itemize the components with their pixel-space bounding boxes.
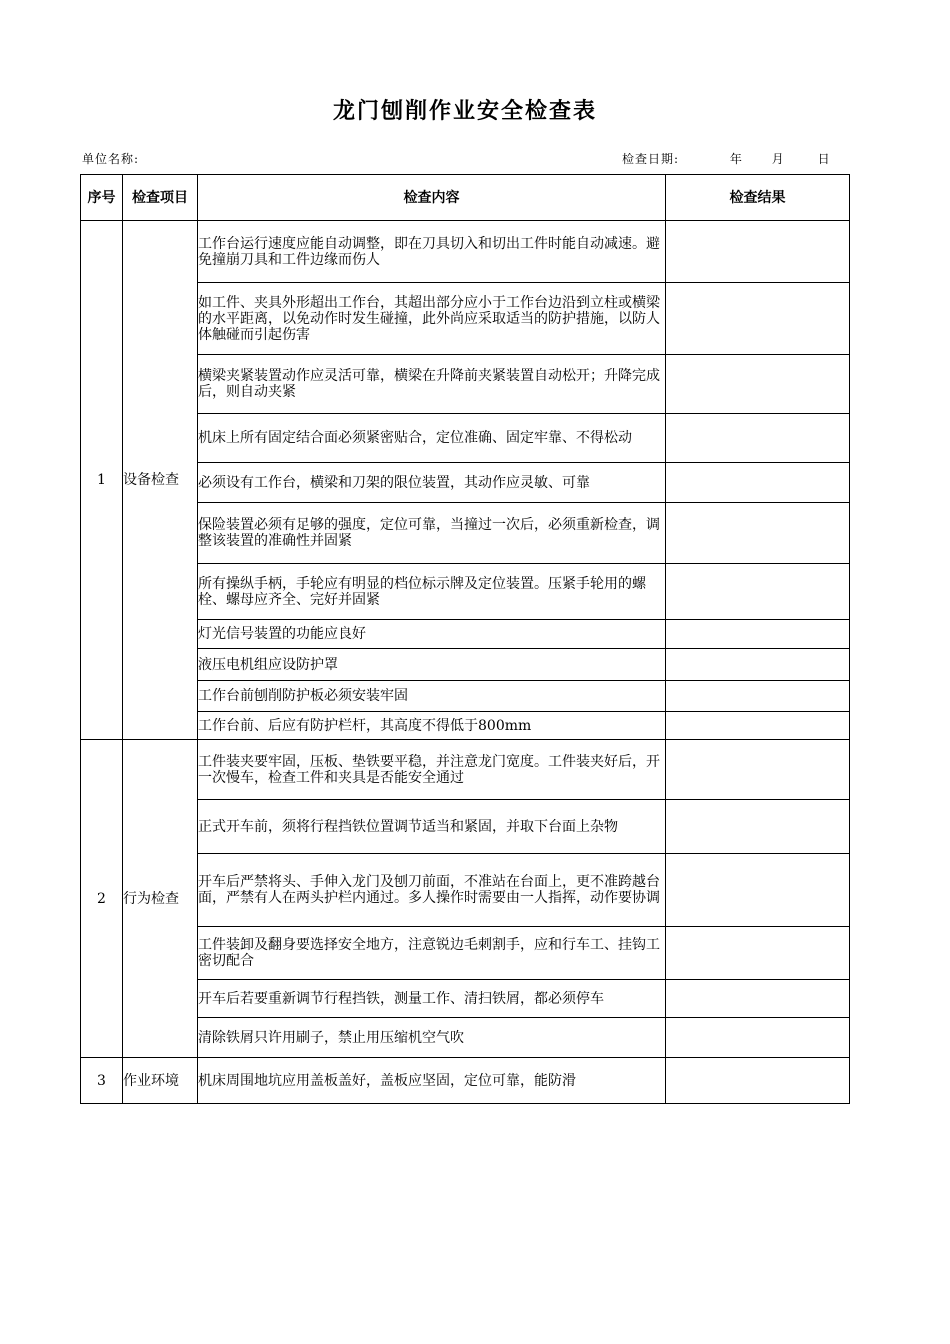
check-content: 如工件、夹具外形超出工作台，其超出部分应小于工作台边沿到立柱或横梁的水平距离，以免动作时发生碰撞，此外尚应采取适当的防护措施，以防人体触碰而引起伤害 [198, 283, 666, 355]
check-content: 工件装夹要牢固，压板、垫铁要平稳，并注意龙门宽度。工件装夹好后，开一次慢车，检查工件和夹具是否能安全通过 [198, 740, 666, 800]
check-content: 工作台运行速度应能自动调整，即在刀具切入和切出工件时能自动减速。避免撞崩刀具和工件边缘而伤人 [198, 221, 666, 283]
check-content: 灯光信号装置的功能应良好 [198, 620, 666, 649]
check-result-cell[interactable] [666, 283, 850, 355]
check-result-cell[interactable] [666, 463, 850, 503]
check-result-cell[interactable] [666, 927, 850, 980]
check-result-cell[interactable] [666, 681, 850, 712]
check-result-cell[interactable] [666, 414, 850, 463]
date-day-label: 日 [817, 152, 831, 166]
check-result-cell[interactable] [666, 854, 850, 927]
section-item: 设备检查 [123, 221, 198, 740]
check-content: 工件装卸及翻身要选择安全地方，注意锐边毛刺割手，应和行车工、挂钩工密切配合 [198, 927, 666, 980]
date-year-label: 年 [729, 152, 743, 166]
date-month-label: 月 [771, 152, 785, 166]
section-item: 行为检查 [123, 740, 198, 1058]
table-row [81, 221, 850, 283]
check-content: 开车后若要重新调节行程挡铁，测量工作、清扫铁屑，都必须停车 [198, 980, 666, 1018]
check-content: 正式开车前，须将行程挡铁位置调节适当和紧固，并取下台面上杂物 [198, 800, 666, 854]
inspection-date [622, 150, 831, 167]
check-content: 开车后严禁将头、手伸入龙门及刨刀前面，不准站在台面上，更不准跨越台面，严禁有人在两头护栏内通过。多人操作时需要由一人指挥，动作要协调 [198, 854, 666, 927]
check-content: 清除铁屑只许用刷子，禁止用压缩机空气吹 [198, 1018, 666, 1058]
section-seq: 2 [81, 740, 123, 1058]
section-item: 作业环境 [123, 1058, 198, 1104]
header-item: 检查项目 [123, 175, 198, 221]
check-result-cell[interactable] [666, 712, 850, 740]
check-result-cell[interactable] [666, 503, 850, 564]
check-content: 必须设有工作台，横梁和刀架的限位装置，其动作应灵敏、可靠 [198, 463, 666, 503]
check-content: 工作台前、后应有防护栏杆，其高度不得低于800mm [198, 712, 666, 740]
check-content: 机床周围地坑应用盖板盖好，盖板应坚固，定位可靠，能防滑 [198, 1058, 666, 1104]
check-content: 机床上所有固定结合面必须紧密贴合，定位准确、固定牢靠、不得松动 [198, 414, 666, 463]
section-seq: 3 [81, 1058, 123, 1104]
check-result-cell[interactable] [666, 980, 850, 1018]
check-content: 液压电机组应设防护罩 [198, 649, 666, 681]
section-seq: 1 [81, 221, 123, 740]
check-result-cell[interactable] [666, 649, 850, 681]
check-result-cell[interactable] [666, 1058, 850, 1104]
table-row [81, 1058, 850, 1104]
check-content: 工作台前刨削防护板必须安装牢固 [198, 681, 666, 712]
check-result-cell[interactable] [666, 564, 850, 620]
check-result-cell[interactable] [666, 620, 850, 649]
header-seq: 序号 [81, 175, 123, 221]
check-result-cell[interactable] [666, 740, 850, 800]
header-content: 检查内容 [198, 175, 666, 221]
check-result-cell[interactable] [666, 355, 850, 414]
check-result-cell[interactable] [666, 800, 850, 854]
page-title: 龙门刨削作业安全检查表 [332, 99, 597, 124]
check-result-cell[interactable] [666, 1018, 850, 1058]
check-content: 所有操纵手柄，手轮应有明显的档位标示牌及定位装置。压紧手轮用的螺栓、螺母应齐全、完好并固紧 [198, 564, 666, 620]
check-content: 横梁夹紧装置动作应灵活可靠，横梁在升降前夹紧装置自动松开；升降完成后，则自动夹紧 [198, 355, 666, 414]
inspection-table [80, 174, 850, 1104]
check-content: 保险装置必须有足够的强度，定位可靠，当撞过一次后，必须重新检查，调整该装置的准确性并固紧 [198, 503, 666, 564]
unit-name-label: 单位名称: [82, 152, 140, 166]
table-row [81, 740, 850, 800]
table-header-row [81, 175, 850, 221]
header-result: 检查结果 [666, 175, 850, 221]
inspection-date-label: 检查日期: [622, 152, 680, 166]
check-result-cell[interactable] [666, 221, 850, 283]
